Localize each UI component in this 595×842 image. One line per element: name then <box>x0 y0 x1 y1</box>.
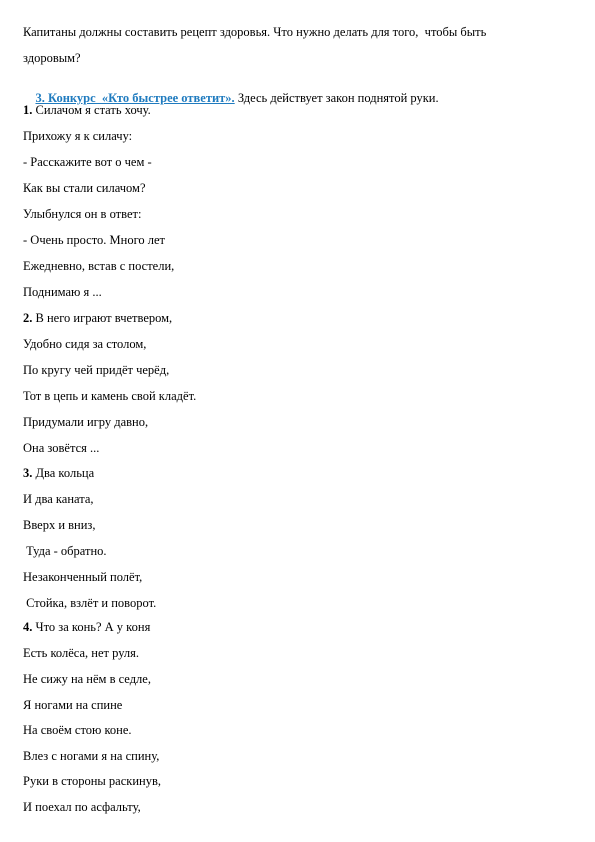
riddle-number: 4. <box>23 620 33 634</box>
riddle-3-line-6: Стойка, взлёт и поворот. <box>23 596 157 610</box>
riddle-3-line-1 <box>23 466 94 480</box>
contest-rule: Здесь действует закон поднятой руки. <box>234 91 439 105</box>
riddle-1-line-1 <box>23 103 151 117</box>
riddle-1-line-6: - Очень просто. Много лет <box>23 233 166 247</box>
riddle-4-line-3: Не сижу на нём в седле, <box>23 672 151 686</box>
riddle-4-line-1 <box>23 620 150 634</box>
contest-heading-link[interactable]: 3. Конкурс «Кто быстрее ответит». <box>35 91 235 105</box>
riddle-3-line-4: Туда - обратно. <box>23 544 107 558</box>
riddle-number: 3. <box>23 466 33 480</box>
riddle-number: 1. <box>23 103 33 117</box>
riddle-1-line-5: Улыбнулся он в ответ: <box>23 207 142 221</box>
riddle-2-line-5: Придумали игру давно, <box>23 415 149 429</box>
riddle-text: Что за конь? А у коня <box>32 620 151 634</box>
riddle-2-line-1 <box>23 311 172 325</box>
riddle-2-line-4: Тот в цепь и камень свой кладёт. <box>23 389 197 403</box>
riddle-1-line-2: Прихожу я к силачу: <box>23 129 133 143</box>
intro-line-2: здоровым? <box>23 51 81 65</box>
riddle-2-line-3: По кругу чей придёт черёд, <box>23 363 170 377</box>
riddle-3-line-3: Вверх и вниз, <box>23 518 96 532</box>
riddle-4-line-4: Я ногами на спине <box>23 698 123 712</box>
riddle-number: 2. <box>23 311 33 325</box>
riddle-2-line-2: Удобно сидя за столом, <box>23 337 147 351</box>
riddle-text: В него играют вчетвером, <box>32 311 173 325</box>
riddle-4-line-7: Руки в стороны раскинув, <box>23 774 162 788</box>
riddle-1-line-3: - Расскажите вот о чем - <box>23 155 152 169</box>
riddle-3-line-5: Незаконченный полёт, <box>23 570 143 584</box>
riddle-4-line-5: На своём стою коне. <box>23 723 132 737</box>
riddle-4-line-6: Влез с ногами я на спину, <box>23 749 160 763</box>
riddle-4-line-2: Есть колёса, нет руля. <box>23 646 140 660</box>
riddle-text: Силачом я стать хочу. <box>32 103 151 117</box>
riddle-2-line-6: Она зовётся ... <box>23 441 100 455</box>
riddle-4-line-8: И поехал по асфальту, <box>23 800 141 814</box>
riddle-3-line-2: И два каната, <box>23 492 94 506</box>
riddle-1-line-4: Как вы стали силачом? <box>23 181 146 195</box>
intro-line-1: Капитаны должны составить рецепт здоровья. Что нужно делать для того, чтобы быть <box>23 25 487 39</box>
riddle-1-line-8: Поднимаю я ... <box>23 285 102 299</box>
riddle-1-line-7: Ежедневно, встав с постели, <box>23 259 175 273</box>
riddle-text: Два кольца <box>32 466 95 480</box>
